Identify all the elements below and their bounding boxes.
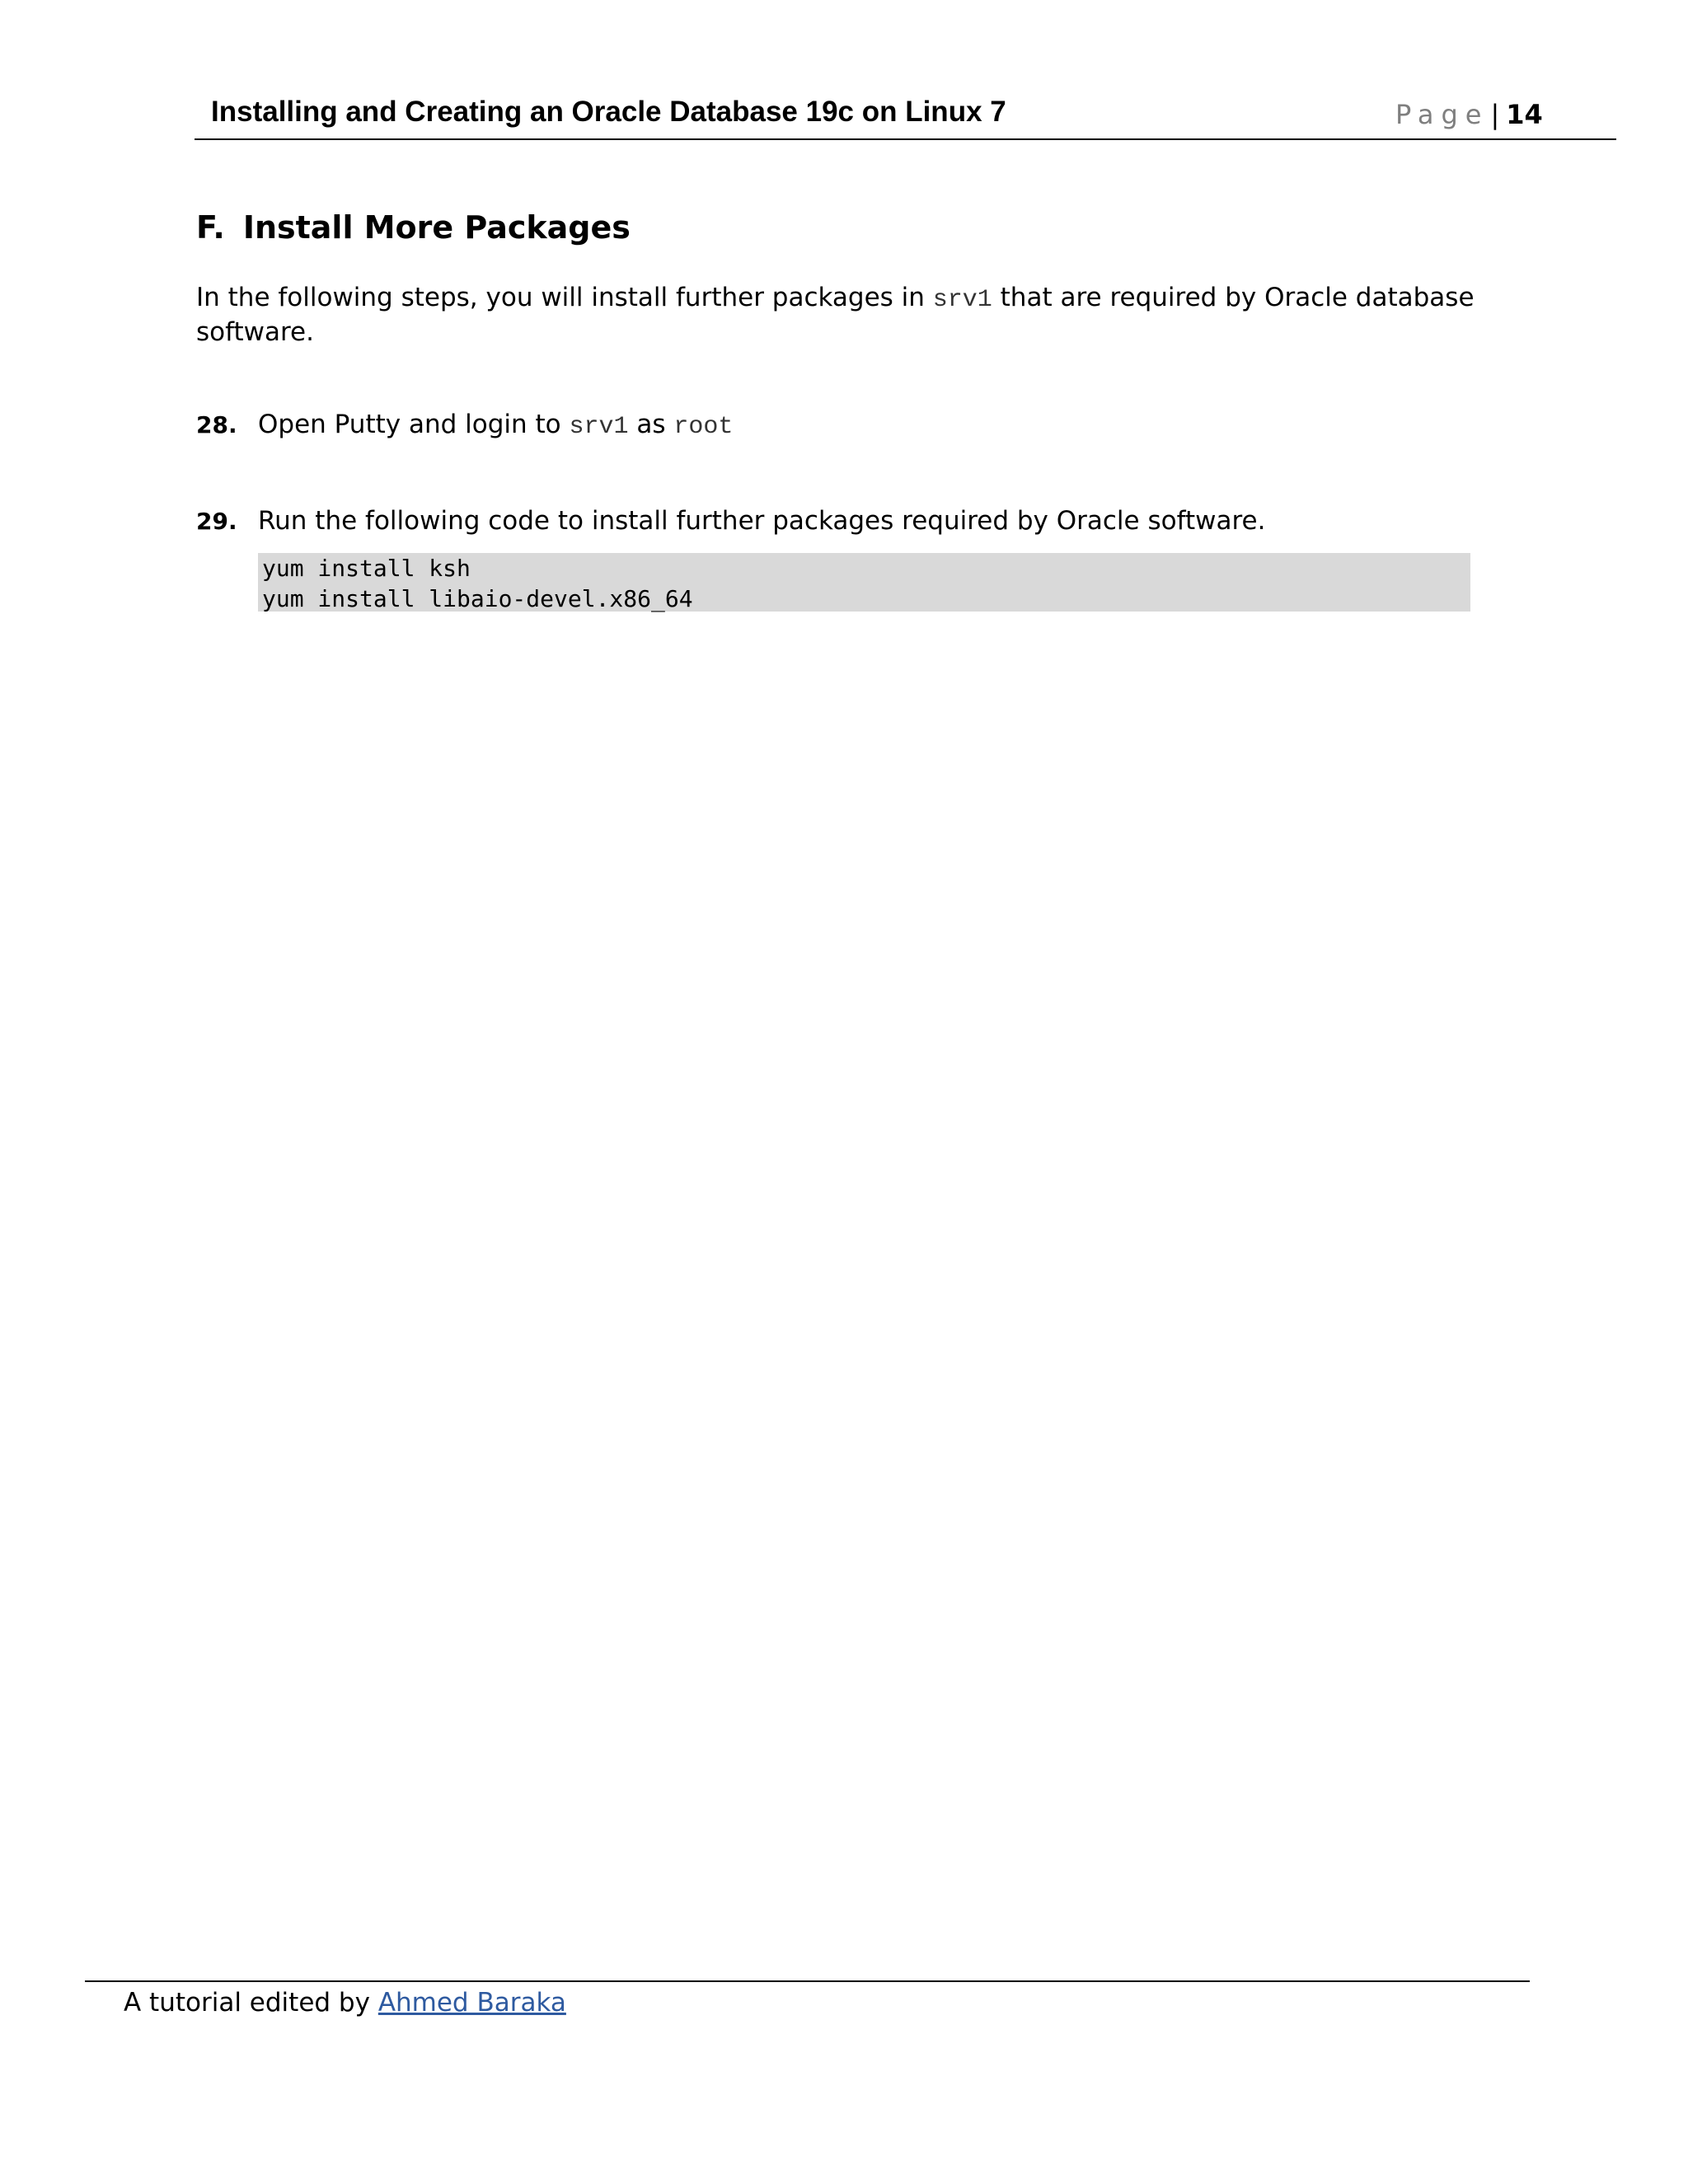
code-line: yum install ksh (262, 555, 471, 582)
page-indicator (1395, 99, 1543, 130)
footer-divider (85, 1980, 1530, 1982)
step-text: Run the following code to install further packages required by Oracle software. (258, 506, 1266, 536)
step-29 (196, 506, 1265, 536)
footer-prefix: A tutorial edited by (124, 1988, 378, 2018)
intro-host-code: srv1 (932, 286, 992, 314)
step-host-code: srv1 (569, 413, 629, 441)
step-number: 29. (196, 508, 237, 535)
page-number: 14 (1506, 99, 1543, 130)
intro-paragraph (196, 282, 1482, 349)
section-heading (196, 209, 631, 246)
step-number: 28. (196, 411, 237, 438)
page-header (195, 92, 1616, 140)
step-user-code: root (673, 413, 734, 441)
author-link[interactable]: Ahmed Baraka (377, 1988, 566, 2018)
step-28 (196, 410, 733, 441)
code-line: yum install libaio-devel.x86_64 (262, 585, 693, 612)
section-letter: F. (196, 209, 225, 246)
page-label: Page (1395, 99, 1489, 130)
step-text: Open Putty and login to (258, 410, 570, 439)
step-text-as: as (628, 410, 674, 439)
section-title: Install More Packages (242, 209, 631, 246)
page-separator: | (1490, 99, 1500, 130)
intro-text-start: In the following steps, you will install further packages in (196, 283, 933, 312)
document-title: Installing and Creating an Oracle Database 19c on Linux 7 (211, 96, 1006, 128)
page-footer (124, 1988, 566, 2018)
intro-text-end: that are required by Oracle database software. (196, 283, 1475, 347)
code-block (258, 553, 1470, 612)
